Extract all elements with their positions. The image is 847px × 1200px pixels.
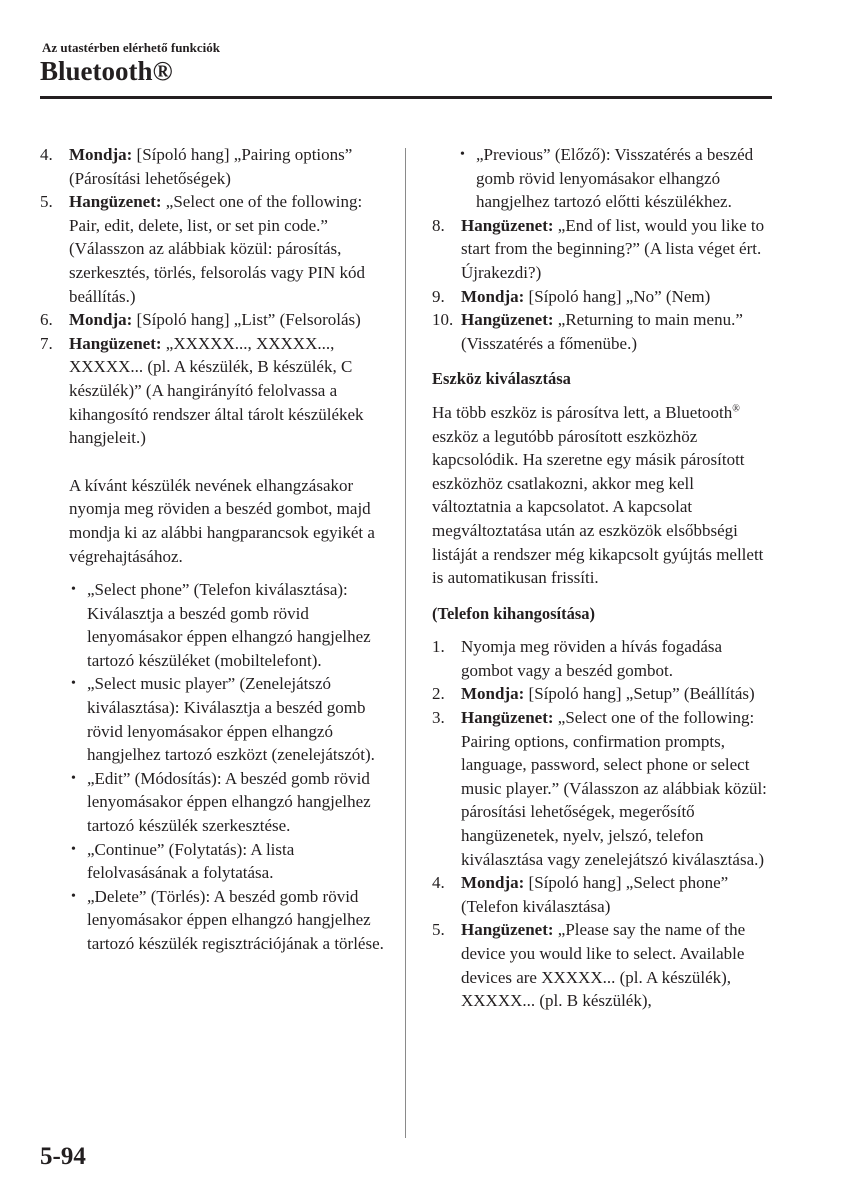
step-5 [40, 190, 392, 308]
step-text: [Sípoló hang] „Select phone” (Telefon kiválasztása) [461, 873, 729, 916]
hf-step-2 [432, 682, 777, 706]
bullet-dot: • [71, 841, 76, 857]
subheading-device-selection: Eszköz kiválasztása [432, 369, 571, 389]
step-number: 2. [432, 684, 445, 704]
step-label: Hangüzenet: [461, 708, 554, 728]
right-column [432, 143, 777, 1013]
bullet-text: „Delete” (Törlés): A beszéd gomb rövid lenyomásakor éppen elhangzó hangjelhez tartozó készülék regisztrációjának a törlése. [87, 886, 384, 953]
page-number: 5-94 [40, 1143, 86, 1170]
step-number: 8. [432, 215, 445, 235]
hf-step-4 [432, 871, 777, 918]
hf-step-3 [432, 706, 777, 871]
bullet-dot: • [71, 582, 76, 598]
step-text: „End of list, would you like to start from the beginning?” (A lista véget ért. Újrakezdi?) [461, 215, 765, 282]
bullet-dot: • [460, 147, 465, 162]
step-text: [Sípoló hang] „List” (Felsorolás) [132, 310, 361, 330]
step-label: Hangüzenet: [69, 333, 162, 353]
hf-step-5 [432, 918, 777, 1012]
step-number: 9. [432, 286, 445, 306]
bullet-text: „Continue” (Folytatás): A lista felolvasásának a folytatása. [87, 839, 295, 883]
bullet-text: „Select music player” (Zenelejátszó kiválasztása): Kiválasztja a beszéd gomb rövid lenyomásakor éppen elhangzó hangjelhez tartozó eszközt (zenelejátszót). [87, 674, 375, 765]
bullet-select-music-player [71, 672, 392, 766]
step-label: Hangüzenet: [461, 920, 554, 940]
step-text: „Returning to main menu.” (Visszatérés a főmenübe.) [461, 310, 743, 353]
bullet-text: „Edit” (Módosítás): A beszéd gomb rövid lenyomásakor éppen elhangzó hangjelhez tartozó készülék szerkesztése. [87, 768, 371, 836]
step-label: Mondja: [461, 286, 525, 306]
step-9 [432, 285, 777, 309]
title-rule [40, 96, 772, 99]
step-label: Mondja: [461, 873, 525, 893]
step-number: 6. [40, 310, 53, 330]
column-divider [405, 148, 406, 1138]
bullet-dot: • [71, 676, 76, 692]
step-label: Mondja: [461, 684, 525, 704]
step-number: 10. [432, 310, 454, 330]
bullet-continue [71, 838, 392, 885]
paragraph-text: eszköz a legutóbb párosított eszközhöz kapcsolódik. Ha szeretne egy másik párosított eszközhöz csatlakozni, akkor meg kell változtatnia a kapcsolatot. A kapcsolat megváltoztatása után az eszközök elsőbbségi listáját a rendszer még kikapcsolt gyújtás mellett is automatikusan frissíti. [432, 426, 764, 588]
step-label: Mondja: [69, 145, 133, 164]
step-text: [Sípoló hang] „Setup” (Beállítás) [524, 684, 755, 704]
step-label: Hangüzenet: [69, 192, 162, 212]
registered-mark: ® [732, 403, 740, 415]
step-label: Hangüzenet: [461, 215, 554, 235]
page-title: Bluetooth® [40, 56, 173, 86]
step-text: [Sípoló hang] „Pairing options” (Párosítási lehetőségek) [69, 145, 353, 188]
bullet-dot: • [71, 770, 76, 786]
bullet-text: „Previous” (Előző): Visszatérés a beszéd gomb rövid lenyomásakor elhangzó hangjelhez tartozó előtti készülékhez. [476, 145, 754, 212]
step-6 [40, 308, 392, 332]
step-label: Hangüzenet: [461, 310, 554, 330]
step-number: 1. [432, 637, 445, 657]
step-text: „Please say the name of the device you would like to select. Available devices are XXXXX... (pl. A készülék), XXXXX... (pl. B készülék), [461, 920, 746, 1011]
bullet-edit [71, 767, 392, 838]
bullet-previous [460, 143, 777, 214]
bullet-dot: • [71, 888, 76, 904]
left-column [40, 143, 392, 956]
step-text: „XXXXX..., XXXXX..., XXXXX... (pl. A készülék, B készülék, C készülék)” (A hangirányító felolvassa a kihangosító rendszer által tárolt készülékek hangjeleit.) [69, 333, 364, 448]
bullet-delete [71, 885, 392, 956]
step-8 [432, 214, 777, 285]
bullet-text: „Select phone” (Telefon kiválasztása): Kiválasztja a beszéd gomb rövid lenyomásakor éppen elhangzó hangjelhez tartozó készüléket (mobiltelefont). [87, 580, 371, 670]
step-10 [432, 308, 777, 355]
step-text: „Select one of the following: Pair, edit, delete, list, or set pin code.” (Válasszon az alábbiak közül: párosítás, szerkesztés, törlés, felsorolás vagy PIN kód beállítás.) [69, 192, 366, 306]
step-number: 5. [40, 192, 53, 212]
step-text: „Select one of the following: Pairing options, confirmation prompts, language, password, select phone or select music player.” (Válasszon az alábbiak közül: párosítási lehetőségek, megerősítő hangüzenetek, nyelv, jelszó, telefon kiválasztása vagy zenelejátszó kiválasztása.) [461, 708, 767, 869]
subheading-handsfree: (Telefon kihangosítása) [432, 603, 596, 623]
instruction-paragraph: A kívánt készülék nevének elhangzásakor nyomja meg röviden a beszéd gombot, majd mondja ki az alábbi hangparancsok egyikét a végrehajtásához. [69, 475, 375, 566]
step-text: [Sípoló hang] „No” (Nem) [524, 286, 711, 306]
step-number: 4. [40, 145, 53, 164]
step-number: 3. [432, 708, 445, 728]
step-number: 4. [432, 873, 445, 893]
step-7 [40, 332, 392, 450]
step-number: 7. [40, 333, 53, 353]
paragraph-text: Ha több eszköz is párosítva lett, a Bluetooth [432, 402, 733, 422]
device-selection-paragraph [432, 401, 777, 590]
bullet-select-phone [71, 578, 392, 672]
step-number: 5. [432, 920, 445, 940]
step-label: Mondja: [69, 310, 133, 330]
hf-step-1 [432, 635, 777, 682]
step-4 [40, 143, 392, 190]
section-label: Az utastérben elérhető funkciók [42, 40, 221, 55]
step-text: Nyomja meg röviden a hívás fogadása gombot vagy a beszéd gombot. [461, 637, 723, 680]
